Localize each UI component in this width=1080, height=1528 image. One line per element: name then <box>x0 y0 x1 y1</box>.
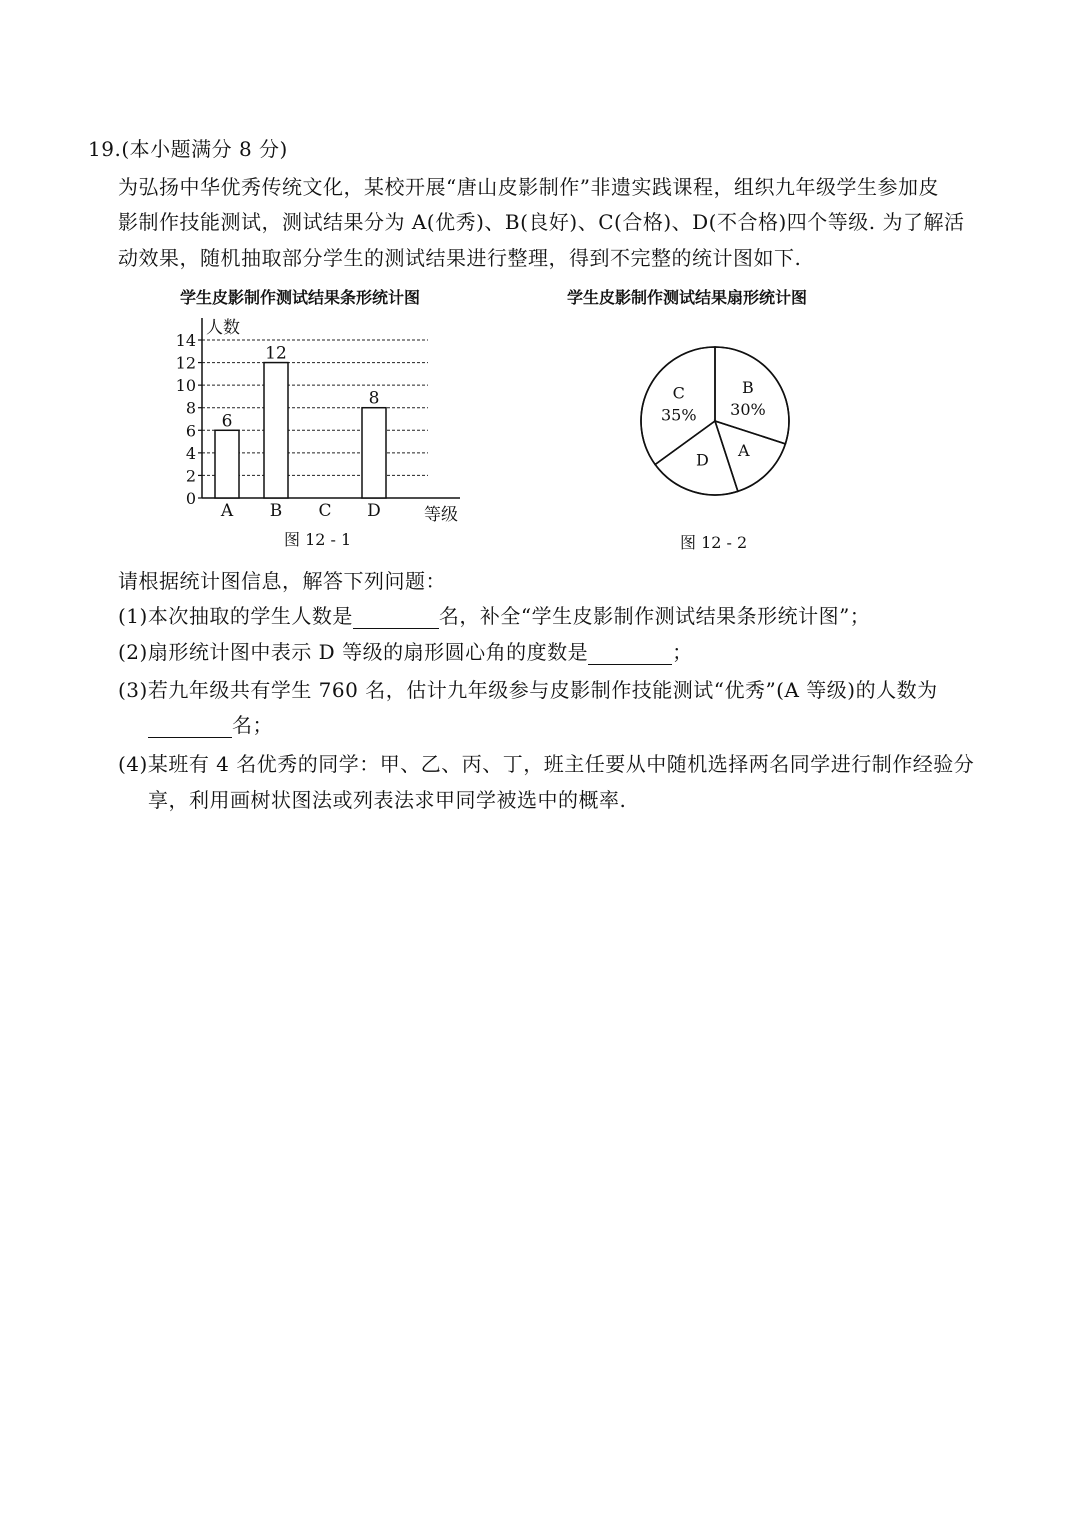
data-label-A: 6 <box>221 411 233 432</box>
bar-chart-caption: 图 12 - 1 <box>284 530 352 549</box>
intro-line-2: 影制作技能测试，测试结果分为 A(优秀)、B(良好)、C(合格)、D(不合格)四个等级. 为了解活 <box>118 210 965 234</box>
intro-line-3: 动效果，随机抽取部分学生的测试结果进行整理，得到不完整的统计图如下. <box>118 246 802 270</box>
score-note: (本小题满分 8 分) <box>121 137 288 161</box>
pie-label-D: D <box>696 450 709 470</box>
pie-label-B: B <box>742 378 754 398</box>
question-2: (2)扇形统计图中表示 D 等级的扇形圆心角的度数是 ； <box>118 640 693 664</box>
y-tick-label: 10 <box>175 376 196 396</box>
x-tick-label: C <box>318 501 332 521</box>
question-header <box>88 133 288 162</box>
x-tick-label: D <box>367 501 381 521</box>
x-tick-label: A <box>220 501 234 521</box>
answer-blank-2 <box>588 644 672 665</box>
question-number: 19. <box>88 137 122 161</box>
bar-chart-title: 学生皮影制作测试结果条形统计图 <box>180 288 421 307</box>
y-tick-label: 12 <box>175 353 196 373</box>
x-tick-label: B <box>269 501 283 521</box>
bar-chart <box>170 310 480 525</box>
data-label-B: 12 <box>265 343 287 364</box>
answer-blank-1 <box>353 608 439 629</box>
question-3-cont: 名； <box>148 709 273 738</box>
y-tick-label: 6 <box>185 421 196 441</box>
answer-blank-3 <box>148 717 232 738</box>
question-4: (4)某班有 4 名优秀的同学：甲、乙、丙、丁，班主任要从中随机选择两名同学进行制作经验分 <box>118 752 975 776</box>
y-tick-label: 14 <box>175 331 196 350</box>
pie-label-A: A <box>737 440 750 460</box>
bar-D <box>362 408 386 498</box>
question-4-cont: 享，利用画树状图法或列表法求甲同学被选中的概率. <box>148 788 627 812</box>
pie-label-C: C <box>672 383 685 403</box>
pie-percent-C: 35% <box>660 405 697 425</box>
question-3: (3)若九年级共有学生 760 名，估计九年级参与皮影制作技能测试“优秀”(A 等级)的人数为 <box>118 678 938 702</box>
y-axis-label: 人数 <box>206 318 240 338</box>
data-label-D: 8 <box>368 388 380 409</box>
intro-line-1: 为弘扬中华优秀传统文化，某校开展“唐山皮影制作”非遗实践课程，组织九年级学生参加皮 <box>118 175 939 199</box>
pie-chart-title: 学生皮影制作测试结果扇形统计图 <box>567 288 808 307</box>
bar-A <box>215 430 239 498</box>
y-tick-label: 0 <box>185 489 196 508</box>
pie-chart-caption: 图 12 - 2 <box>680 533 748 552</box>
pie-percent-B: 30% <box>730 400 766 420</box>
pie-chart <box>630 336 800 506</box>
y-tick-label: 2 <box>185 466 196 486</box>
question-1: (1)本次抽取的学生人数是 名，补全“学生皮影制作测试结果条形统计图”； <box>118 604 871 628</box>
y-tick-label: 8 <box>185 398 196 418</box>
instructions: 请根据统计图信息，解答下列问题： <box>118 569 446 593</box>
bar-B <box>264 363 288 498</box>
y-tick-label: 4 <box>185 443 196 463</box>
x-axis-label: 等级 <box>424 505 458 525</box>
